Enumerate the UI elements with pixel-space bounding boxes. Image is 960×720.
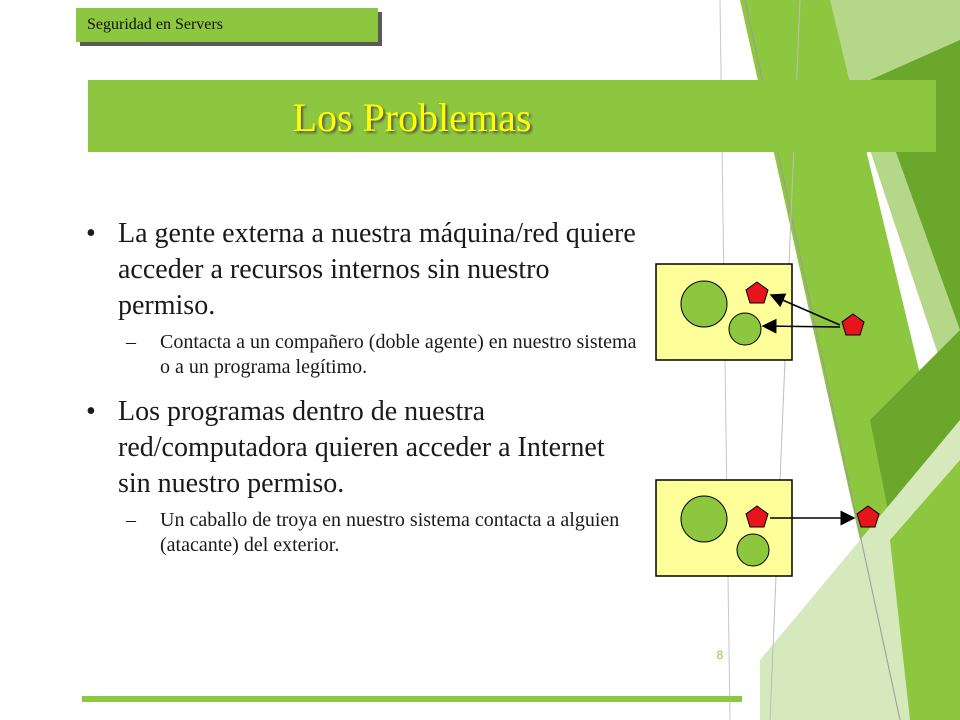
resource-circle xyxy=(729,313,761,345)
header-tag: Seguridad en Servers xyxy=(76,8,378,42)
intruder-pentagon xyxy=(842,314,864,335)
sub-bullet-dash: – xyxy=(126,331,136,353)
sub-bullet-text: Contacta a un compañero (doble agente) en nuestro sistema o a un programa legítimo. xyxy=(160,331,637,378)
bullet-text: Los programas dentro de nuestra red/computadora quieren acceder a Internet sin nuestro permiso. xyxy=(118,396,605,499)
slide-title: Los Problemas xyxy=(292,95,532,140)
diagram-intrusion xyxy=(656,264,864,360)
footer-divider xyxy=(82,696,742,702)
resource-circle xyxy=(681,281,727,327)
diagram-trojan xyxy=(656,480,879,576)
sub-bullet-dash: – xyxy=(126,509,136,531)
intrusion-arrow xyxy=(763,326,840,327)
bullet-dot: • xyxy=(86,218,96,249)
page-number: 8 xyxy=(716,648,724,662)
resource-circle xyxy=(737,534,769,566)
attacker-pentagon xyxy=(857,506,879,527)
resource-circle xyxy=(681,496,727,542)
bullet-text: La gente externa a nuestra máquina/red quiere acceder a recursos internos sin nuestro permiso. xyxy=(118,218,636,321)
sub-bullet-text: Un caballo de troya en nuestro sistema contacta a alguien (atacante) del exterior. xyxy=(160,509,620,556)
bullet-dot: • xyxy=(86,396,96,427)
